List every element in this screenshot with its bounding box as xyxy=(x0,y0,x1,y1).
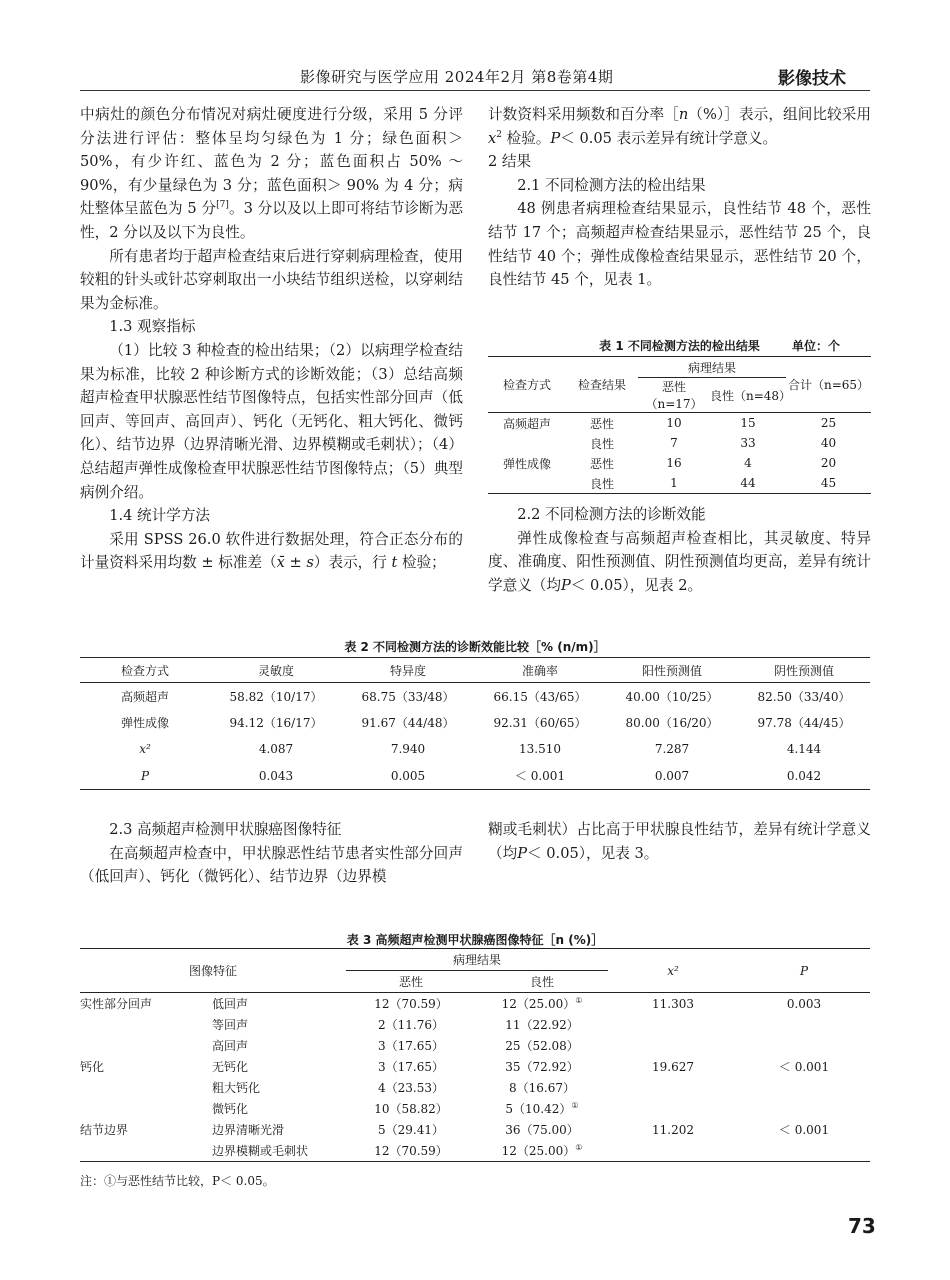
table1-unit: 单位：个 xyxy=(792,339,841,353)
table3-header-pathology: 病理结果 xyxy=(346,949,608,971)
table-row: P 0.043 0.005 ＜ 0.001 0.007 0.042 xyxy=(140,768,822,784)
table-row: 高频超声 恶性 10 15 25 xyxy=(502,416,837,431)
table2-header-row: 检查方式 灵敏度 特异度 准确率 阳性预测值 阴性预测值 xyxy=(80,658,870,683)
paragraph-features-cont: 糊或毛刺状）占比高于甲状腺良性结节，差异有统计学意义（均P＜ 0.05），见表 3。 xyxy=(488,821,871,862)
table-row: 高回声 3（17.65） 25（52.08） xyxy=(212,1039,579,1053)
table-row: 弹性成像 94.12（16/17） 91.67（44/48） 92.31（60/65） 80.00（16/20） 97.78（44/45） xyxy=(120,716,851,731)
section-brand: 影像技术 xyxy=(778,69,846,89)
significance-mark: ① xyxy=(575,1143,583,1152)
table-row: 良性 1 44 45 xyxy=(589,476,837,491)
section-2-2 xyxy=(488,503,871,597)
paragraph-statistics-cont: 计数资料采用频数和百分率［n（%）］表示，组间比较采用 $x^2$ 检验。P＜ 0.05 表示差异有统计学意义。 xyxy=(488,106,871,147)
heading-1-4: 1.4 统计学方法 xyxy=(109,507,211,525)
paragraph-detection: 48 例患者病理检查结果显示，良性结节 48 个，恶性结节 17 个；高频超声检查结果显示，恶性结节 25 个，良性结节 40 个；弹性成像检查结果显示，恶性结节 20 个，良性结节 45 个，见表 1。 xyxy=(488,200,871,289)
page-number: 73 xyxy=(848,1214,876,1238)
table-row: 弹性成像 恶性 16 4 20 xyxy=(502,456,837,471)
table-row: x² 4.087 7.940 13.510 7.287 4.144 xyxy=(139,742,822,757)
table1-header-pathology: 病理结果 xyxy=(638,357,786,378)
table-row: 粗大钙化 4（23.53） 8（16.67） xyxy=(212,1081,575,1095)
table3-caption: 表 3 高频超声检测甲状腺癌图像特征［n (%)］ xyxy=(346,933,604,947)
paragraph-biopsy: 所有患者均于超声检查结束后进行穿刺病理检查，使用较粗的针头或针芯穿刺取出一小块结节组织送检，以穿刺结果为金标准。 xyxy=(80,247,463,312)
journal-header: 影像研究与医学应用 2024年2月 第8卷第4期 xyxy=(300,68,614,86)
table3-header-benign: 良性 xyxy=(476,971,608,993)
left-column xyxy=(80,103,463,575)
paragraph-features: 在高频超声检查中，甲状腺恶性结节患者实性部分回声（低回声）、钙化（微钙化）、结节边界（边界模 xyxy=(80,844,463,886)
heading-1-3: 1.3 观察指标 xyxy=(109,318,196,336)
table2 xyxy=(80,657,870,790)
heading-2-3: 2.3 高频超声检测甲状腺癌图像特征 xyxy=(109,821,342,838)
heading-2: 2 结果 xyxy=(488,153,532,171)
citation-ref: [7] xyxy=(216,200,229,211)
table1-header-method: 检查方式 xyxy=(488,357,566,413)
table1-header-malignant: 恶性（n=17） xyxy=(638,378,710,413)
heading-2-2: 2.2 不同检测方法的诊断效能 xyxy=(517,506,706,523)
table-row: 良性 7 33 40 xyxy=(589,436,837,451)
table1-header-result: 检查结果 xyxy=(566,357,638,413)
header-rule xyxy=(80,90,870,91)
significance-mark: ① xyxy=(571,1101,579,1110)
table1-header-benign: 良性（n=48） xyxy=(710,378,786,413)
table-row: 结节边界 边界清晰光滑 5（29.41） 36（75.00） 11.202 ＜ 0.001 xyxy=(80,1122,830,1137)
table1 xyxy=(488,356,871,494)
paragraph-indicators: （1）比较 3 种检查的检出结果；（2）以病理学检查结果为标准，比较 2 种诊断方式的诊断效能；（3）总结高频超声检查甲状腺恶性结节图像特点，包括实性部分回声（低回声、等回声、高回声）、钙化（无钙化、粗大钙化、微钙化）、结节边界（边界清晰光滑、边界模糊或毛刺状）；（4）总结超声弹性成像检查甲状腺恶性结节图像特点；（5）典型病例介绍。 xyxy=(80,341,463,501)
paragraph-scoring: 中病灶的颜色分布情况对病灶硬度进行分级，采用 5 分评分法进行评估：整体呈均匀绿色为 1 分；绿色面积＞50%，有少许红、蓝色为 2 分；蓝色面积占 50% ～ 90%，有少量绿色为 3 分；蓝色面积＞ 90% 为 4 分；病灶整体呈蓝色为 5 分[7]。3 分以及以上即可将结节诊断为恶性，2 分以及以下为良性。 xyxy=(80,106,463,241)
table3-header-p: P xyxy=(738,949,870,993)
table1-header-total: 合计（n=65） xyxy=(786,357,871,413)
paragraph-statistics: 采用 SPSS 26.0 软件进行数据处理，符合正态分布的计量资料采用均数 ± 标准差（x̄ ± s）表示，行 t 检验； xyxy=(80,530,463,572)
table-row: 边界模糊或毛刺状 12（70.59） 12（25.00）① xyxy=(212,1143,583,1158)
paragraph-efficacy: 弹性成像检查与高频超声检查相比，其灵敏度、特异度、准确度、阳性预测值、阴性预测值均更高，差异有统计学意义（均P＜ 0.05），见表 2。 xyxy=(488,529,871,594)
table-row: 实性部分回声 低回声 12（70.59） 12（25.00）① 11.303 0.003 xyxy=(80,996,822,1011)
table-row: 微钙化 10（58.82） 5（10.42）① xyxy=(212,1101,579,1116)
significance-mark: ① xyxy=(575,996,583,1005)
table3-header-feature: 图像特征 xyxy=(80,949,346,993)
section-2-3-left xyxy=(80,818,463,889)
heading-2-1: 2.1 不同检测方法的检出结果 xyxy=(517,176,706,194)
right-column xyxy=(488,103,871,292)
table-row: 等回声 2（11.76） 11（22.92） xyxy=(212,1018,579,1032)
table3 xyxy=(80,948,870,1162)
table3-note: 注：①与恶性结节比较，P＜ 0.05。 xyxy=(80,1174,275,1188)
table3-header-malignant: 恶性 xyxy=(346,971,476,993)
section-2-3-right xyxy=(488,818,871,865)
table3-header-x2: x² xyxy=(608,949,738,993)
table2-caption: 表 2 不同检测方法的诊断效能比较［% (n/m)］ xyxy=(344,640,606,654)
table-row: 高频超声 58.82（10/17） 68.75（33/48） 66.15（43/65） 40.00（10/25） 82.50（33/40） xyxy=(120,689,851,704)
table1-caption: 表 1 不同检测方法的检出结果 xyxy=(599,339,760,353)
table-row: 钙化 无钙化 3（17.65） 35（72.92） 19.627 ＜ 0.001 xyxy=(80,1059,830,1074)
